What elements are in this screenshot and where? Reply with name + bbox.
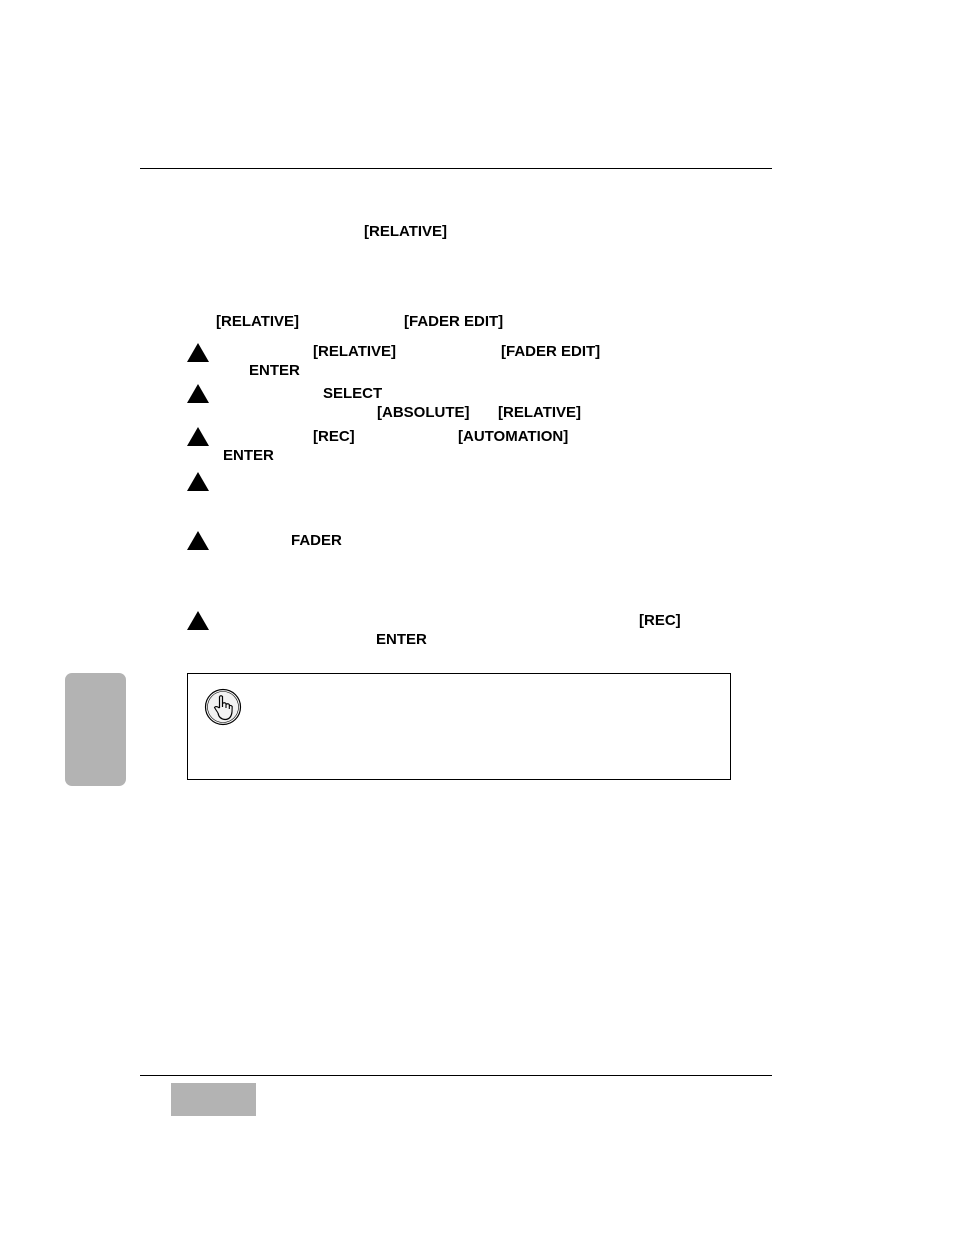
step-1-bullet-icon (187, 343, 209, 362)
step-4-bullet-icon (187, 472, 209, 491)
heading-fader-edit-label: [FADER EDIT] (404, 313, 504, 330)
step-3-enter-label: ENTER (223, 447, 274, 464)
step-5-fader-label: FADER (291, 532, 342, 549)
step-2-absolute-label: [ABSOLUTE] (377, 404, 470, 421)
header-rule (140, 168, 772, 169)
step-1-enter-label: ENTER (249, 362, 300, 379)
step-1-fader-edit-label: [FADER EDIT] (501, 343, 601, 360)
heading-relative-label: [RELATIVE] (216, 313, 300, 330)
step-2-select-label: SELECT (323, 385, 383, 402)
chapter-side-tab (65, 673, 126, 786)
step-5-bullet-icon (187, 531, 209, 550)
step-6-enter-label: ENTER (376, 631, 427, 648)
intro-relative-label: [RELATIVE] (364, 223, 448, 240)
step-3-automation-label: [AUTOMATION] (458, 428, 569, 445)
note-box (187, 673, 731, 780)
step-1-relative-label: [RELATIVE] (313, 343, 397, 360)
step-3-bullet-icon (187, 427, 209, 446)
footer-rule (140, 1075, 772, 1076)
step-2-bullet-icon (187, 384, 209, 403)
step-2-relative-label: [RELATIVE] (498, 404, 582, 421)
step-3-rec-label: [REC] (313, 428, 355, 445)
step-6-rec-label: [REC] (639, 612, 681, 629)
pointing-hand-icon (204, 688, 242, 726)
step-6-bullet-icon (187, 611, 209, 630)
page-number-tab (171, 1083, 256, 1116)
